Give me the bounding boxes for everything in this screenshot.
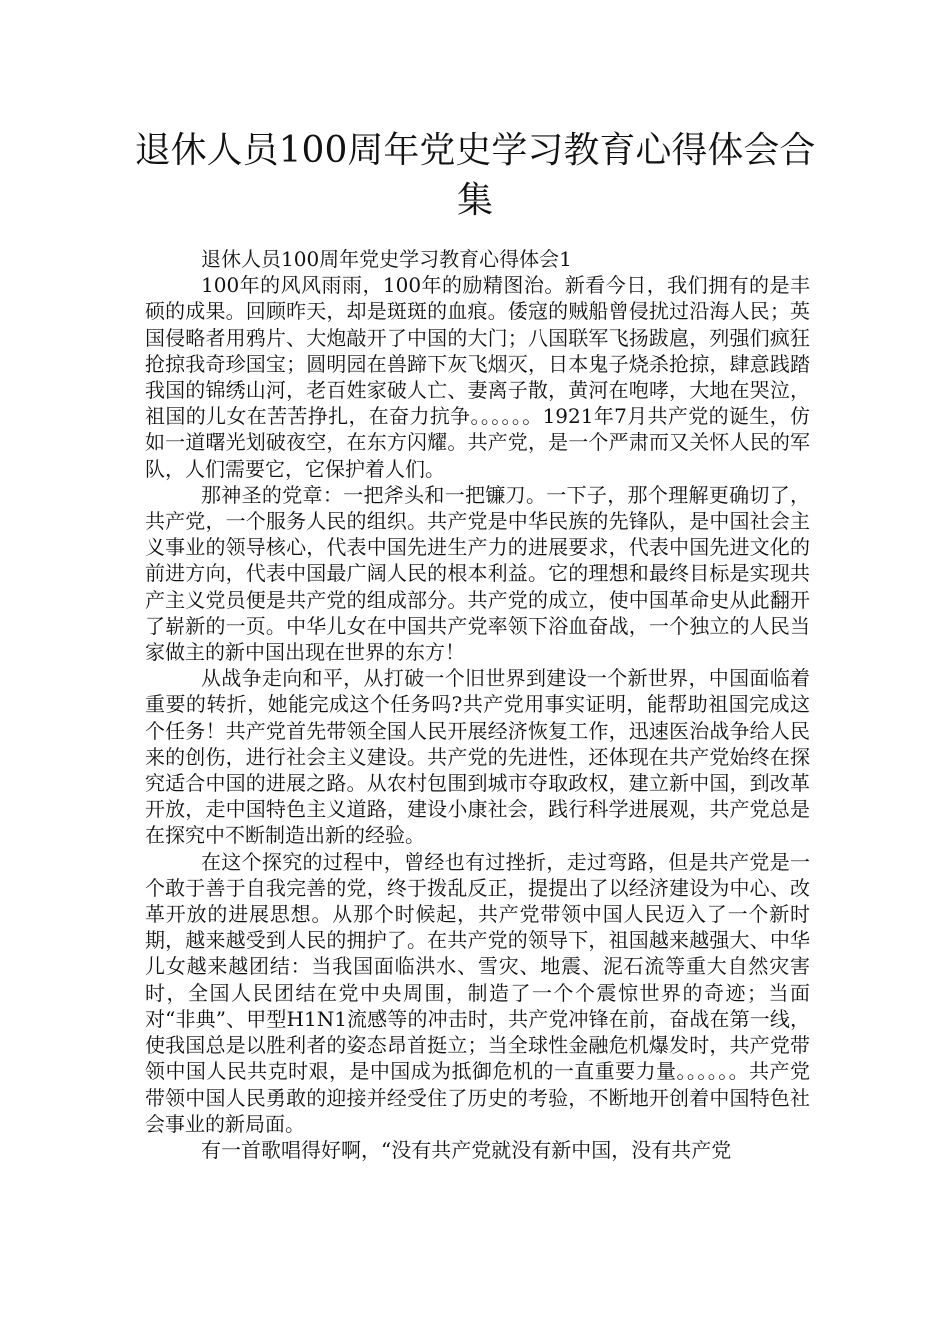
- paragraph-2: 那神圣的党章：一把斧头和一把镰刀。一下子，那个理解更确切了，共产党，一个服务人民的组织。共产党是中华民族的先锋队，是中国社会主义事业的领导核心，代表中国先进生产力的进展要求，代表中国先进文化的前进方向，代表中国最广阔人民的根本利益。它的理想和最终目标是实现共产主义党员便是共产党的组成部分。共产党的成立，使中国革命史从此翻开了崭新的一页。中华儿女在中国共产党率领下浴血奋战，一个独立的人民当家做主的新中国出现在世界的东方！: [145, 482, 810, 665]
- section-heading: 退休人员100周年党史学习教育心得体会1: [201, 247, 572, 271]
- paragraph-1: 100年的风风雨雨，100年的励精图治。新看今日，我们拥有的是丰硕的成果。回顾昨天，却是斑斑的血痕。倭寇的贼船曾侵扰过沿海人民；英国侵略者用鸦片、大炮敲开了中国的大门；八国联军飞扬跋扈，列强们疯狂抢掠我奇珍国宝；圆明园在兽蹄下灰飞烟灭，日本鬼子烧杀抢掠，肆意践踏我国的锦绣山河，老百姓家破人亡、妻离子散，黄河在咆哮，大地在哭泣，祖国的儿女在苦苦挣扎，在奋力抗争。。。。。。1921年7月共产党的诞生，仿如一道曙光划破夜空，在东方闪耀。共产党，是一个严肃而又关怀人民的军队，人们需要它，它保护着人们。: [145, 273, 810, 481]
- document-title: 退休人员100周年党史学习教育心得体会合集: [134, 130, 816, 221]
- paragraph-3: 从战争走向和平，从打破一个旧世界到建设一个新世界，中国面临着重要的转折，她能完成这个任务吗?共产党用事实证明，能帮助祖国完成这个任务！共产党首先带领全国人民开展经济恢复工作，迅速医治战争给人民来的创伤，进行社会主义建设。共产党的先进性，还体现在共产党始终在探究适合中国的进展之路。从农村包围到城市夺取政权，建立新中国，到改革开放，走中国特色主义道路，建设小康社会，践行科学进展观，共产党总是在探究中不断制造出新的经验。: [145, 666, 810, 848]
- paragraph-5: 有一首歌唱得好啊，“没有共产党就没有新中国，没有共产党: [201, 1137, 732, 1162]
- document-body: [145, 246, 810, 1163]
- paragraph-4: 在这个探究的过程中，曾经也有过挫折，走过弯路，但是共产党是一个敢于善于自我完善的党，终于拨乱反正，提提出了以经济建设为中心、改革开放的进展思想。从那个时候起，共产党带领中国人民迈入了一个新时期，越来越受到人民的拥护了。在共产党的领导下，祖国越来越强大、中华儿女越来越团结：当我国面临洪水、雪灾、地震、泥石流等重大自然灾害时，全国人民团结在党中央周围，制造了一个个震惊世界的奇迹；当面对“非典”、甲型H1N1流感等的冲击时，共产党冲锋在前，奋战在第一线，使我国总是以胜利者的姿态昂首挺立；当全球性金融危机爆发时，共产党带领中国人民共克时艰，是中国成为抵御危机的一直重要力量。。。。。。共产党带领中国人民勇敢的迎接并经受住了历史的考验，不断地开创着中国特色社会事业的新局面。: [145, 849, 810, 1136]
